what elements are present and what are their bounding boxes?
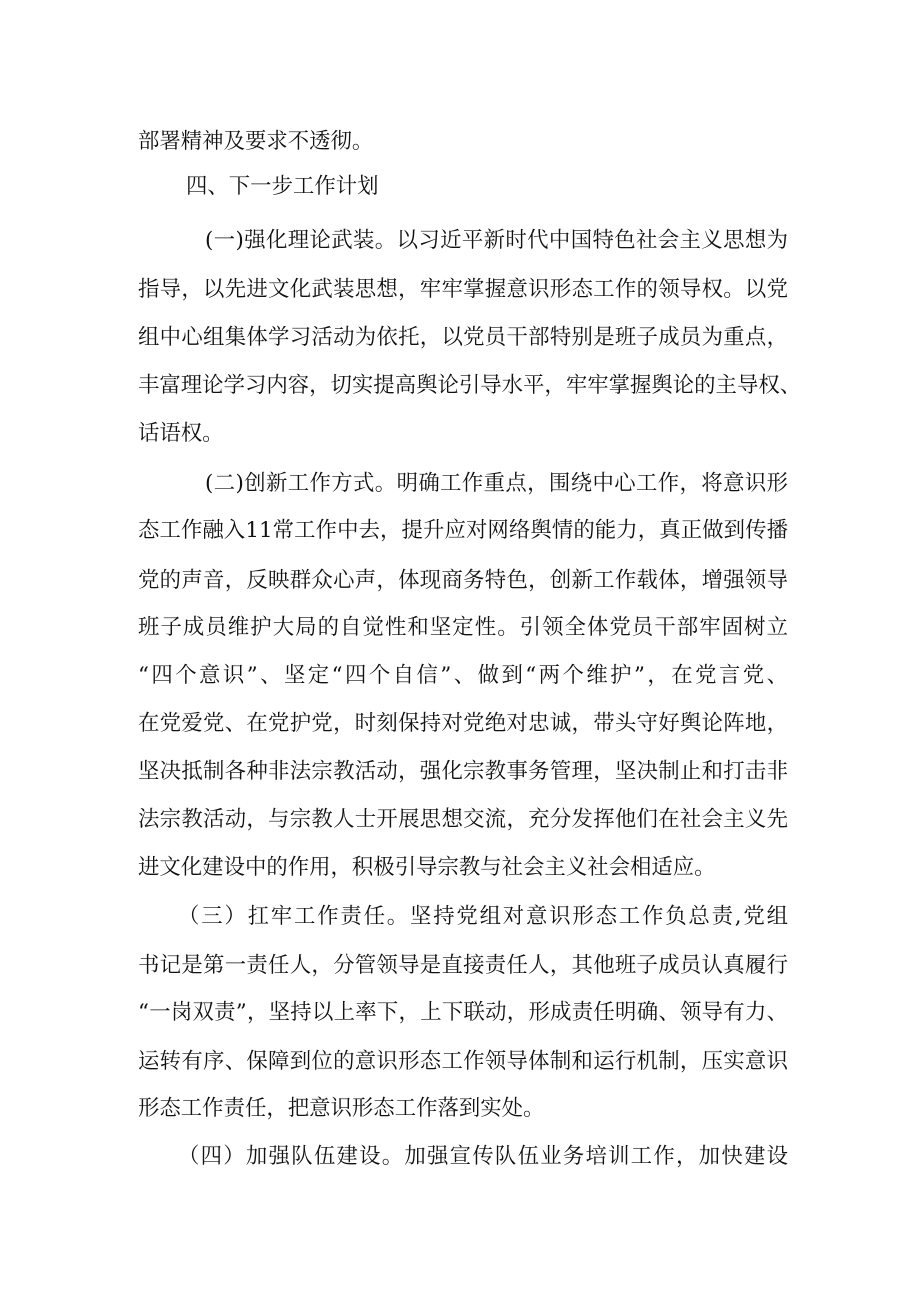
paragraph-2-line: 进文化建设中的作用，积极引导宗教与社会主义社会相适应。 (138, 855, 716, 880)
paragraph-3-line: 运转有序、保障到位的意识形态工作领导体制和运行机制，压实意识 (138, 1049, 788, 1074)
paragraph-2-line: 态工作融入11常工作中去，提升应对网络舆情的能力，真正做到传播 (138, 518, 788, 543)
paragraph-2-line: 班子成员维护大局的自觉性和坚定性。引领全体党员干部牢固树立 (138, 615, 788, 640)
paragraph-2-line: 坚决抵制各种非法宗教活动，强化宗教事务管理，坚决制止和打击非 (138, 759, 788, 784)
paragraph-1-line: (一)强化理论武装。以习近平新时代中国特色社会主义思想为 (205, 228, 788, 253)
section-heading: 四、下一步工作计划 (186, 174, 379, 199)
paragraph-2-line: (二)创新工作方式。明确工作重点，围绕中心工作，将意识形 (205, 471, 788, 496)
paragraph-3-line: “一岗双责”，坚持以上率下，上下联动，形成责任明确、领导有力、 (138, 1000, 788, 1025)
text-line: 部署精神及要求不透彻。 (138, 129, 374, 154)
paragraph-3-line: 书记是第一责任人，分管领导是直接责任人，其他班子成员认真履行 (138, 953, 788, 978)
paragraph-3-line: （三）扛牢工作责任。坚持党组对意识形态工作负总责,党组 (178, 904, 788, 929)
paragraph-3-line: 形态工作责任，把意识形态工作落到实处。 (138, 1096, 545, 1121)
paragraph-2-line: 法宗教活动，与宗教人士开展思想交流，充分发挥他们在社会主义先 (138, 807, 788, 832)
paragraph-1-line: 指导，以先进文化武装思想，牢牢掌握意识形态工作的领导权。以党 (138, 277, 788, 302)
paragraph-1-line: 丰富理论学习内容，切实提高舆论引导水平，牢牢掌握舆论的主导权、 (138, 373, 802, 398)
paragraph-1-line: 话语权。 (138, 421, 224, 446)
paragraph-2-line: “四个意识”、坚定“四个自信”、做到“两个维护”，在党言党、 (138, 663, 788, 688)
paragraph-2-line: 党的声音，反映群众心声，体现商务特色，创新工作载体，增强领导 (138, 568, 788, 593)
paragraph-4-line: （四）加强队伍建设。加强宣传队伍业务培训工作，加快建设 (178, 1144, 788, 1169)
paragraph-1-line: 组中心组集体学习活动为依托，以党员干部特别是班子成员为重点， (138, 325, 788, 350)
paragraph-2-line: 在党爱党、在党护党，时刻保持对党绝对忠诚，带头守好舆论阵地， (138, 711, 788, 736)
